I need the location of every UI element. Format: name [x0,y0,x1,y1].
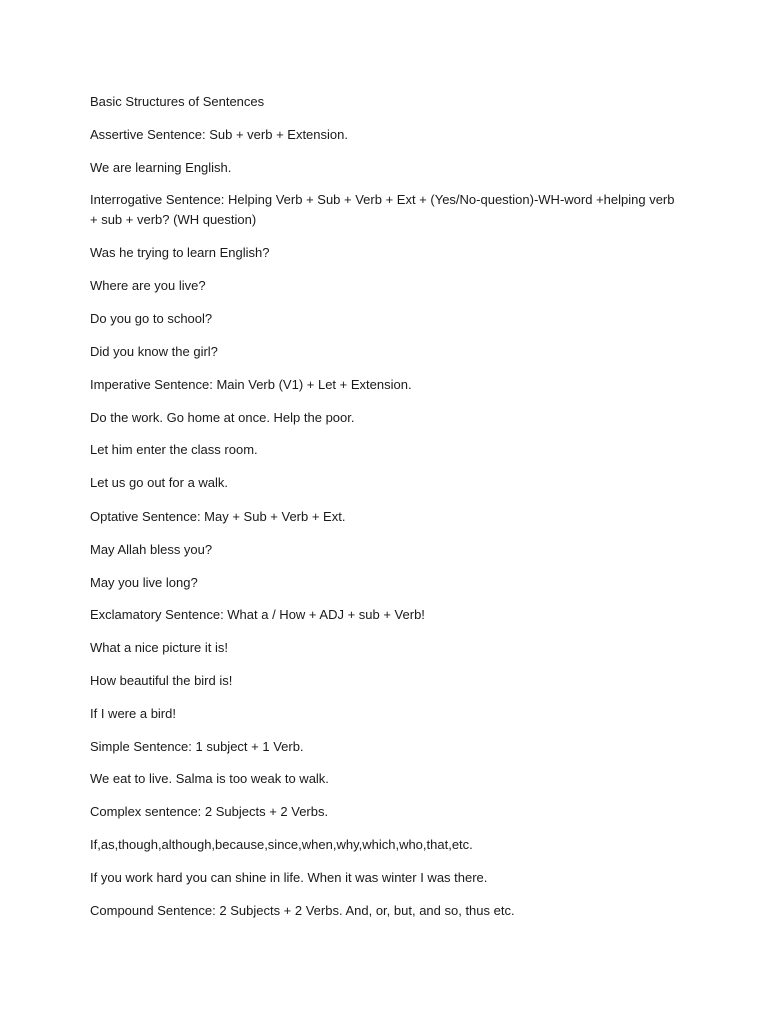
paragraph-compound: Compound Sentence: 2 Subjects + 2 Verbs. And, or, but, and so, thus etc. [90,903,515,918]
paragraph-example: If I were a bird! [90,706,176,721]
paragraph-example: May you live long? [90,575,198,590]
paragraph-example: If,as,though,although,because,since,when,why,which,who,that,etc. [90,837,473,852]
paragraph-exclamatory: Exclamatory Sentence: What a / How + ADJ + sub + Verb! [90,607,425,622]
paragraph-example: What a nice picture it is! [90,640,228,655]
paragraph-example: Did you know the girl? [90,344,218,359]
paragraph-complex: Complex sentence: 2 Subjects + 2 Verbs. [90,804,329,819]
paragraph-example: If you work hard you can shine in life. When it was winter I was there. [90,870,488,885]
paragraph-example: We are learning English. [90,160,232,175]
paragraph-assertive: Assertive Sentence: Sub + verb + Extension. [90,127,348,142]
document-title: Basic Structures of Sentences [90,94,265,109]
paragraph-example: We eat to live. Salma is too weak to walk. [90,771,329,786]
paragraph-example: Let us go out for a walk. [90,475,229,490]
paragraph-example: Was he trying to learn English? [90,245,270,260]
paragraph-example: Do you go to school? [90,311,213,326]
paragraph-interrogative: Interrogative Sentence: Helping Verb + Sub + Verb + Ext + (Yes/No-question)-WH-word +helping verb + sub + verb? (WH question) [90,192,675,227]
paragraph-optative: Optative Sentence: May + Sub + Verb + Ext. [90,509,346,524]
paragraph-imperative: Imperative Sentence: Main Verb (V1) + Let + Extension. [90,377,412,392]
paragraph-example: How beautiful the bird is! [90,673,233,688]
paragraph-simple: Simple Sentence: 1 subject + 1 Verb. [90,739,304,754]
paragraph-example: Do the work. Go home at once. Help the poor. [90,410,355,425]
paragraph-example: Let him enter the class room. [90,442,258,457]
paragraph-example: Where are you live? [90,278,206,293]
paragraph-example: May Allah bless you? [90,542,213,557]
